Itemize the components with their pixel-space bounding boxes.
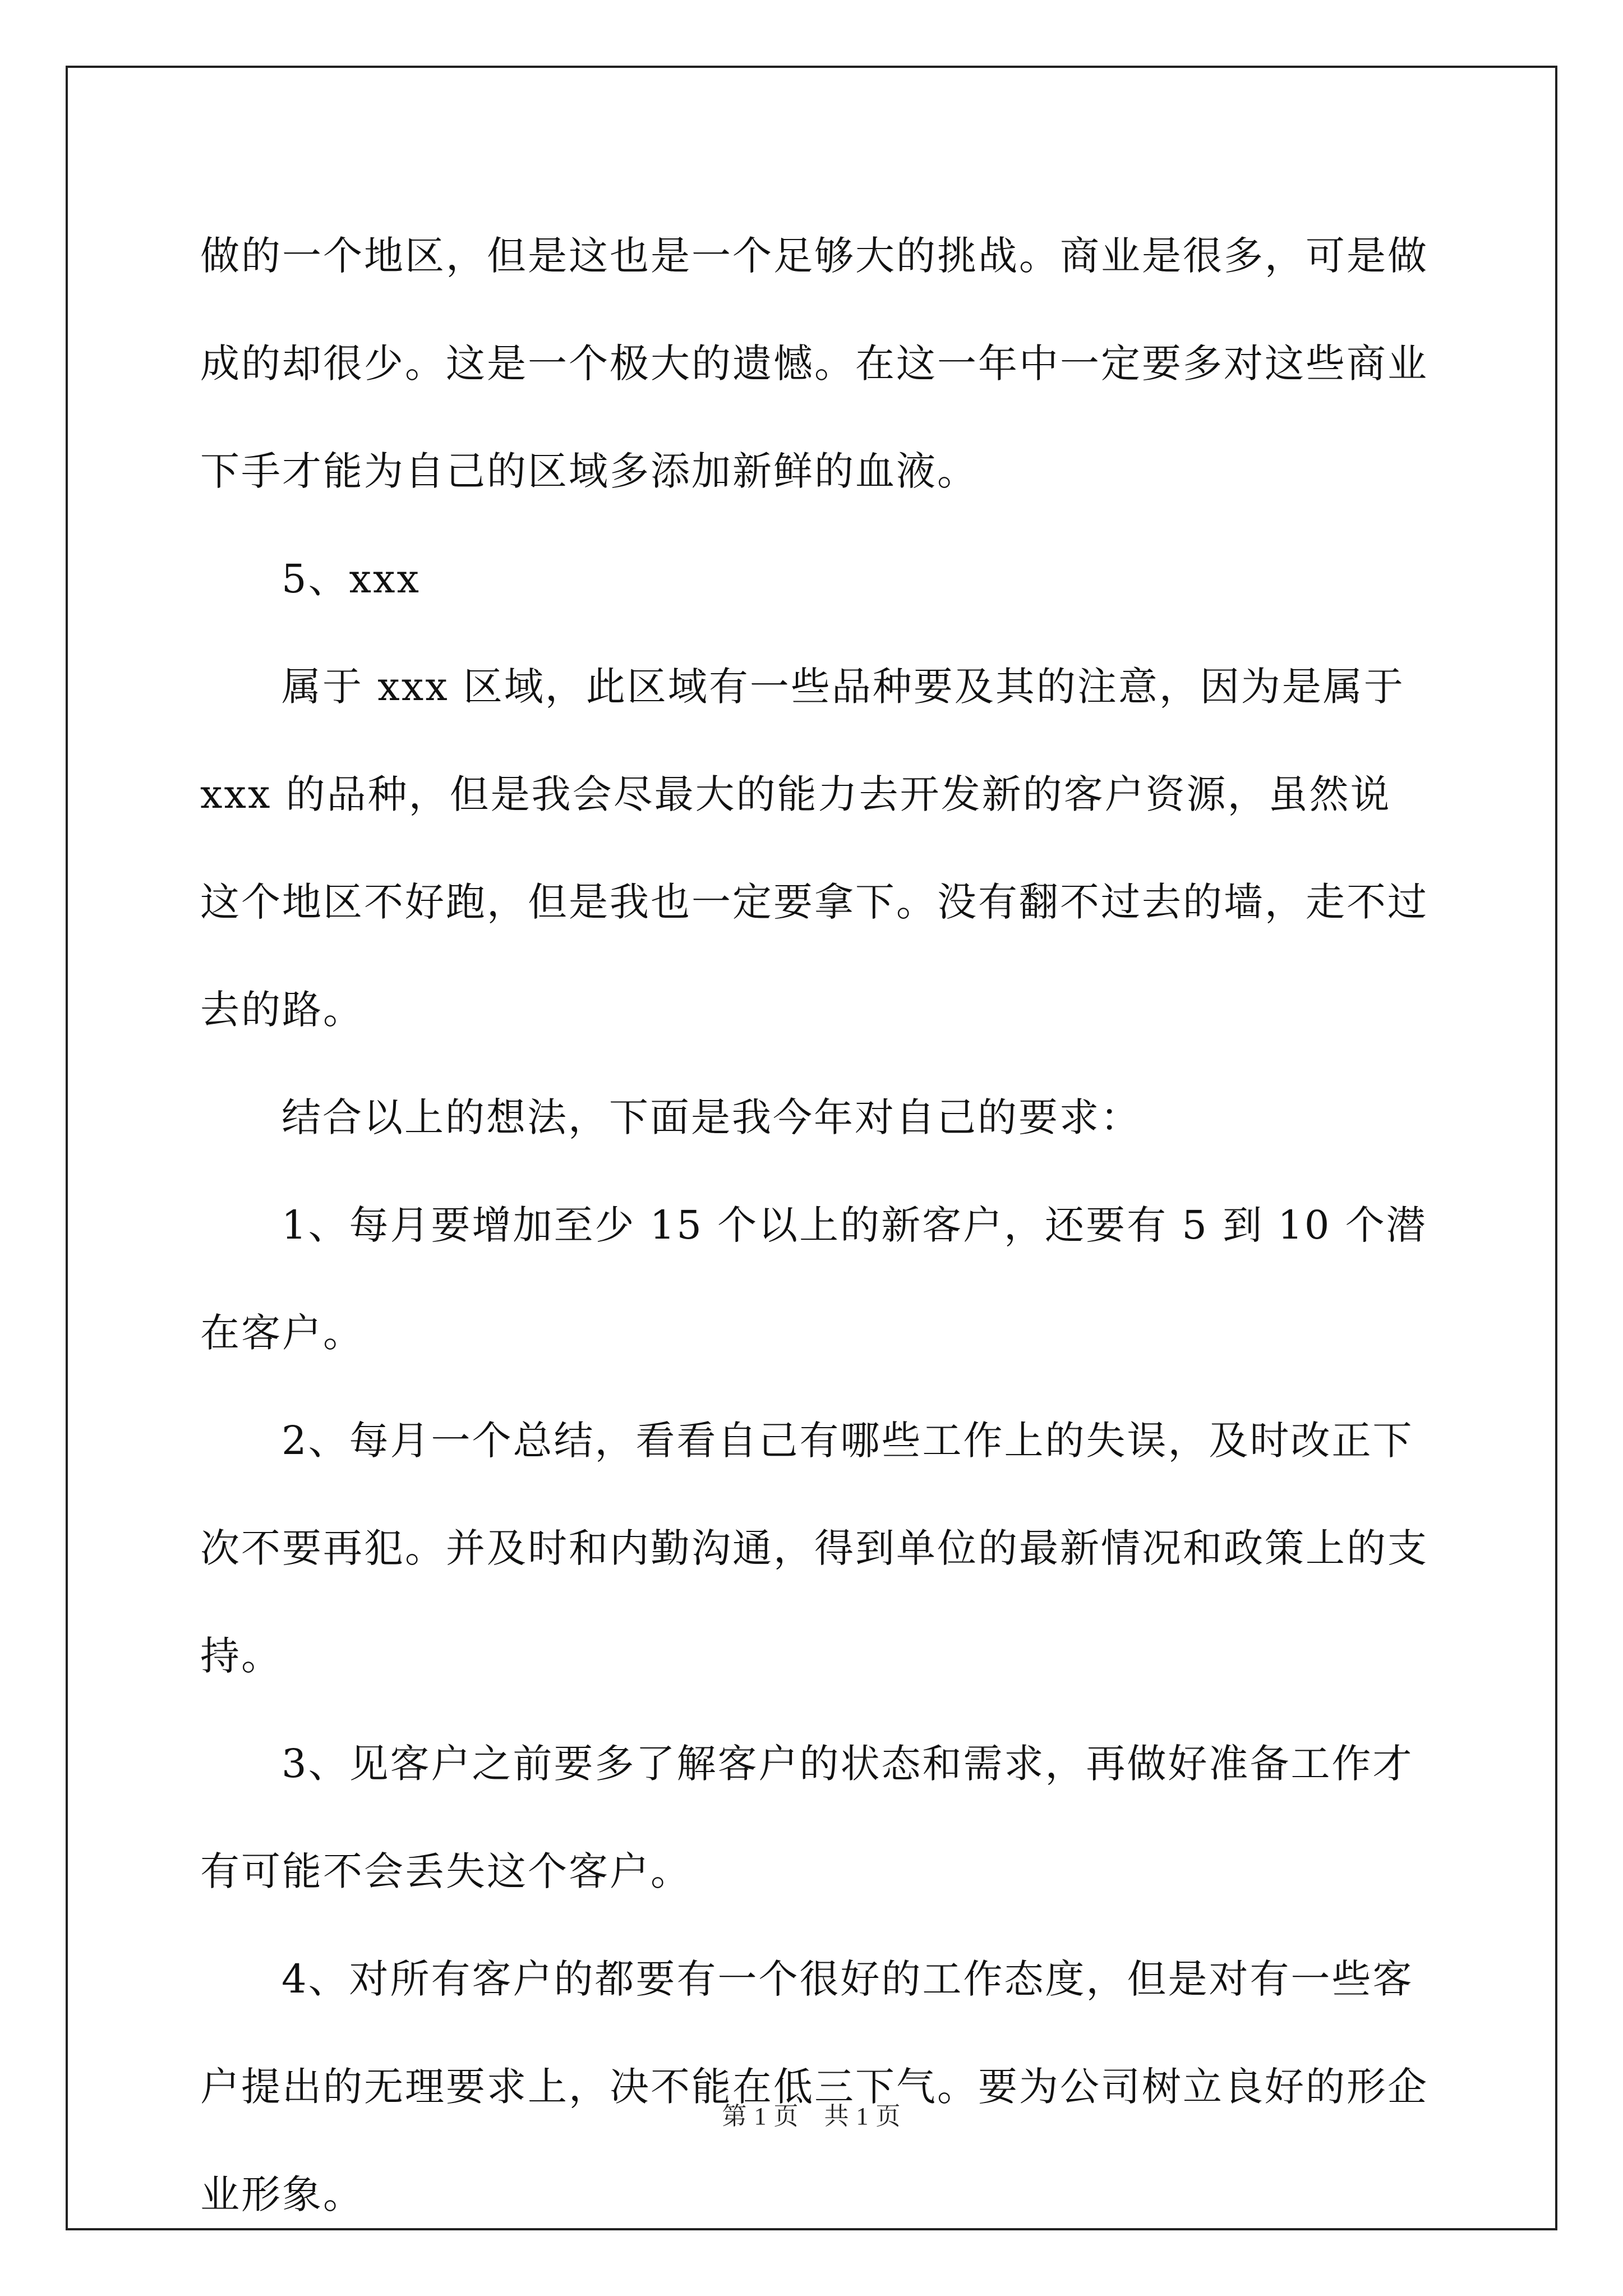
paragraph-requirement-1: 1、每月要增加至少 15 个以上的新客户，还要有 5 到 10 个潜在客户。 bbox=[200, 1202, 1427, 1356]
document-body bbox=[200, 202, 1431, 2248]
paragraph-item-5-heading: 5、xxx bbox=[282, 556, 421, 602]
paragraph-requirement-4: 4、对所有客户的都要有一个很好的工作态度，但是对有一些客户提出的无理要求上，决不能在低三下气。要为公司树立良好的形企业形象。 bbox=[200, 1956, 1428, 2217]
paragraph-requirements-intro: 结合以上的想法，下面是我今年对自己的要求： bbox=[282, 1094, 1141, 1140]
paragraph-region-description: 属于 xxx 区域，此区域有一些品种要及其的注意，因为是属于 xxx 的品种，但是我会尽最大的能力去开发新的客户资源，虽然说这个地区不好跑，但是我也一定要拿下。没有翻不过去的墙，走不过去的路。 bbox=[200, 664, 1428, 1033]
paragraph-continuation: 做的一个地区，但是这也是一个足够大的挑战。商业是很多，可是做成的却很少。这是一个极大的遗憾。在这一年中一定要多对这些商业下手才能为自己的区域多添加新鲜的血液。 bbox=[200, 233, 1428, 494]
paragraph-requirement-2: 2、每月一个总结，看看自己有哪些工作上的失误，及时改正下次不要再犯。并及时和内勤沟通，得到单位的最新情况和政策上的支持。 bbox=[200, 1418, 1428, 1679]
page-number-footer: 第 1 页 共 1 页 bbox=[722, 2102, 901, 2130]
paragraph-requirement-3: 3、见客户之前要多了解客户的状态和需求，再做好准备工作才有可能不会丢失这个客户。 bbox=[200, 1741, 1414, 1894]
